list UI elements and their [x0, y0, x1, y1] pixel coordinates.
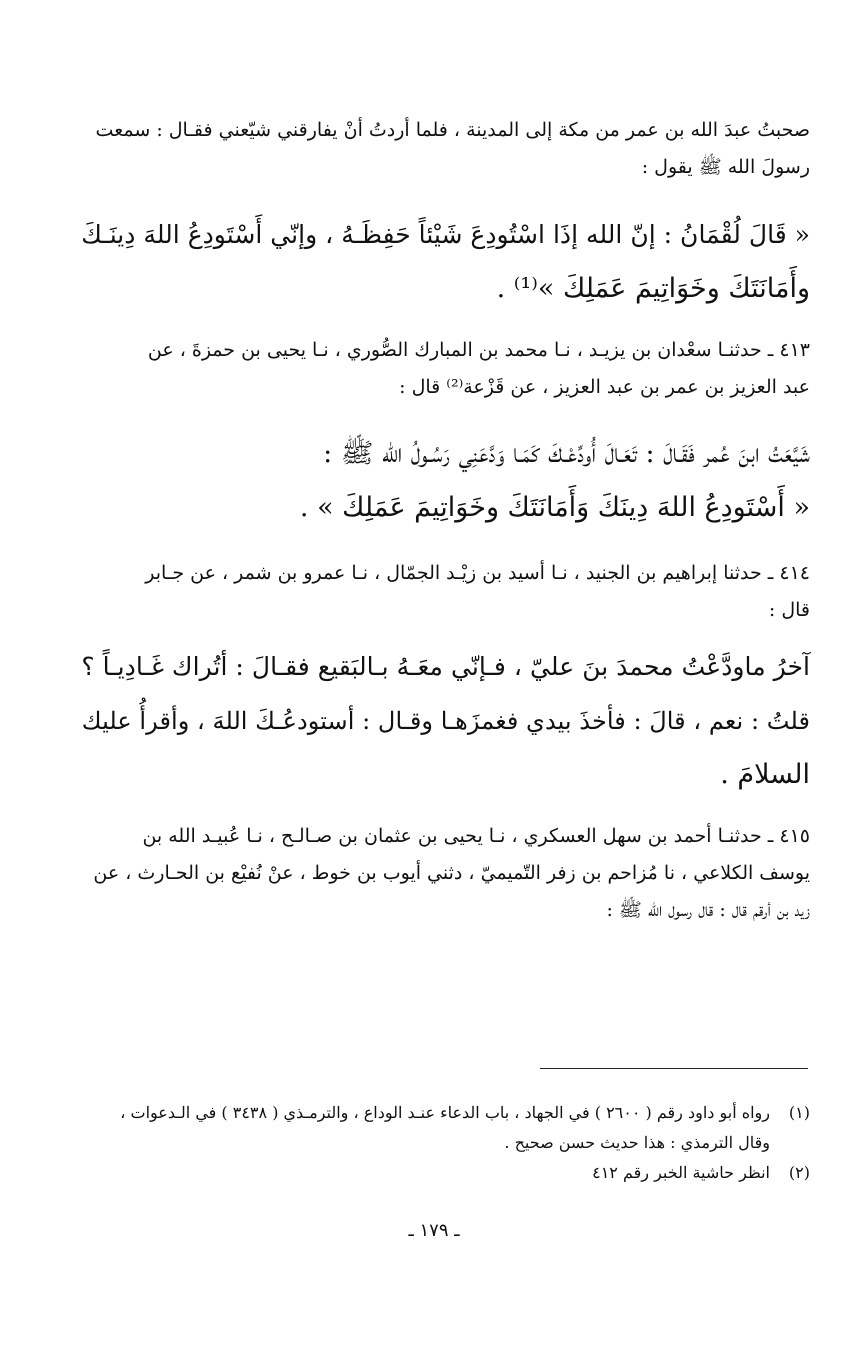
quote-line: وأَمَانَتَكَ وخَوَاتِيمَ عَمَلِكَ »⁽¹⁾ .	[496, 273, 810, 304]
footnote-number: (١)	[788, 1103, 810, 1122]
footnote-line: رواه أبو داود رقم ( ٢٦٠٠ ) في الجهاد ، باب الدعاء عنـد الوداع ، والترمـذي ( ٣٤٣٨ ) في الـدعوات ،	[120, 1103, 770, 1122]
quote-line: شَيَّعَتُ ابنَ عُمر فَقَـالَ : تَعَـالَ أُودِّعْـكَ كَمَـا وَدَّعَنِي رَسُـولُ الله ﷺ :	[323, 438, 810, 469]
footnote-2	[60, 1158, 810, 1188]
text-line: عبد العزيز بن عمر بن عبد العزيز ، عن قَزْعة⁽²⁾ قال :	[399, 376, 810, 398]
hadith-415-isnad	[66, 818, 810, 929]
footnote-line: انظر حاشية الخبر رقم ٤١٢	[592, 1163, 770, 1182]
hadith-413-isnad	[66, 332, 810, 406]
quote-line: « أَسْتَودِعُ اللهَ دِينَكَ وَأَمَانَتَكَ وخَوَاتِيمَ عَمَلِكَ » .	[299, 492, 810, 523]
text-line: ٤١٥ ـ حدثنـا أحمد بن سهل العسكري ، نـا يحيى بن عثمان بن صـالـح ، نـا عُبيـد الله بن	[142, 825, 810, 847]
footnote-line: وقال الترمذي : هذا حديث حسن صحيح .	[504, 1133, 770, 1152]
footnote-number: (٢)	[788, 1163, 810, 1182]
hadith-413-matn	[66, 427, 810, 535]
hadith-414-matn	[66, 640, 810, 802]
text-line: رسولَ الله ﷺ يقول :	[641, 156, 810, 178]
quote-line: آخرُ ماودَّعْتُ محمدَ بنَ عليّ ، فـإنّي معَـهُ بـالبَقيع فقـالَ : أتُراك غَـادِيـاً ؟	[81, 652, 810, 681]
quote-line: « قَالَ لُقْمَانُ : إنّ الله إذَا اسْتُودِعَ شَيْئاً حَفِظَـهُ ، وإنّي أَسْتَودِعُ اللهَ دِينَـكَ	[81, 220, 810, 249]
quote-line: السلامَ .	[720, 759, 810, 790]
text-line: ٤١٤ ـ حدثنا إبراهيم بن الجنيد ، نـا أسيد بن زيْـد الجمّال ، نـا عمرو بن شمر ، عن جـابر	[145, 562, 810, 584]
text-line: ٤١٣ ـ حدثنـا سعْدان بن يزيـد ، نـا محمد بن المبارك الصُّوري ، نـا يحيى بن حمزةَ ، عن	[147, 339, 810, 361]
hadith-414-isnad	[66, 555, 810, 629]
footnotes	[60, 1098, 810, 1188]
quote-lukman	[66, 208, 810, 316]
text-line: يوسف الكلاعي ، نا مُزاحم بن زفر التّميميّ ، دثني أيوب بن خوط ، عنْ نُفيْع بن الحـارث ، عن	[93, 862, 810, 884]
footnote-1	[60, 1098, 810, 1158]
text-line: قال :	[768, 599, 810, 621]
text-line: زيد بن أرقم قال : قال رسول الله ﷺ :	[606, 899, 810, 921]
text-line: صحبتُ عبدَ الله بن عمر من مكة إلى المدينة ، فلما أردتُ أنْ يفارقني شيّعني فقـال : سمعت	[95, 119, 810, 141]
footnote-separator	[540, 1068, 808, 1069]
intro-paragraph	[66, 112, 810, 186]
quote-line: قلتُ : نعم ، قالَ : فأخذَ بيدي فغمزَهـا وقـال : أستودعُـكَ اللهَ ، وأقرأُ عليك	[81, 707, 810, 735]
page-number: ـ ١٧٩ ـ	[408, 1220, 460, 1241]
